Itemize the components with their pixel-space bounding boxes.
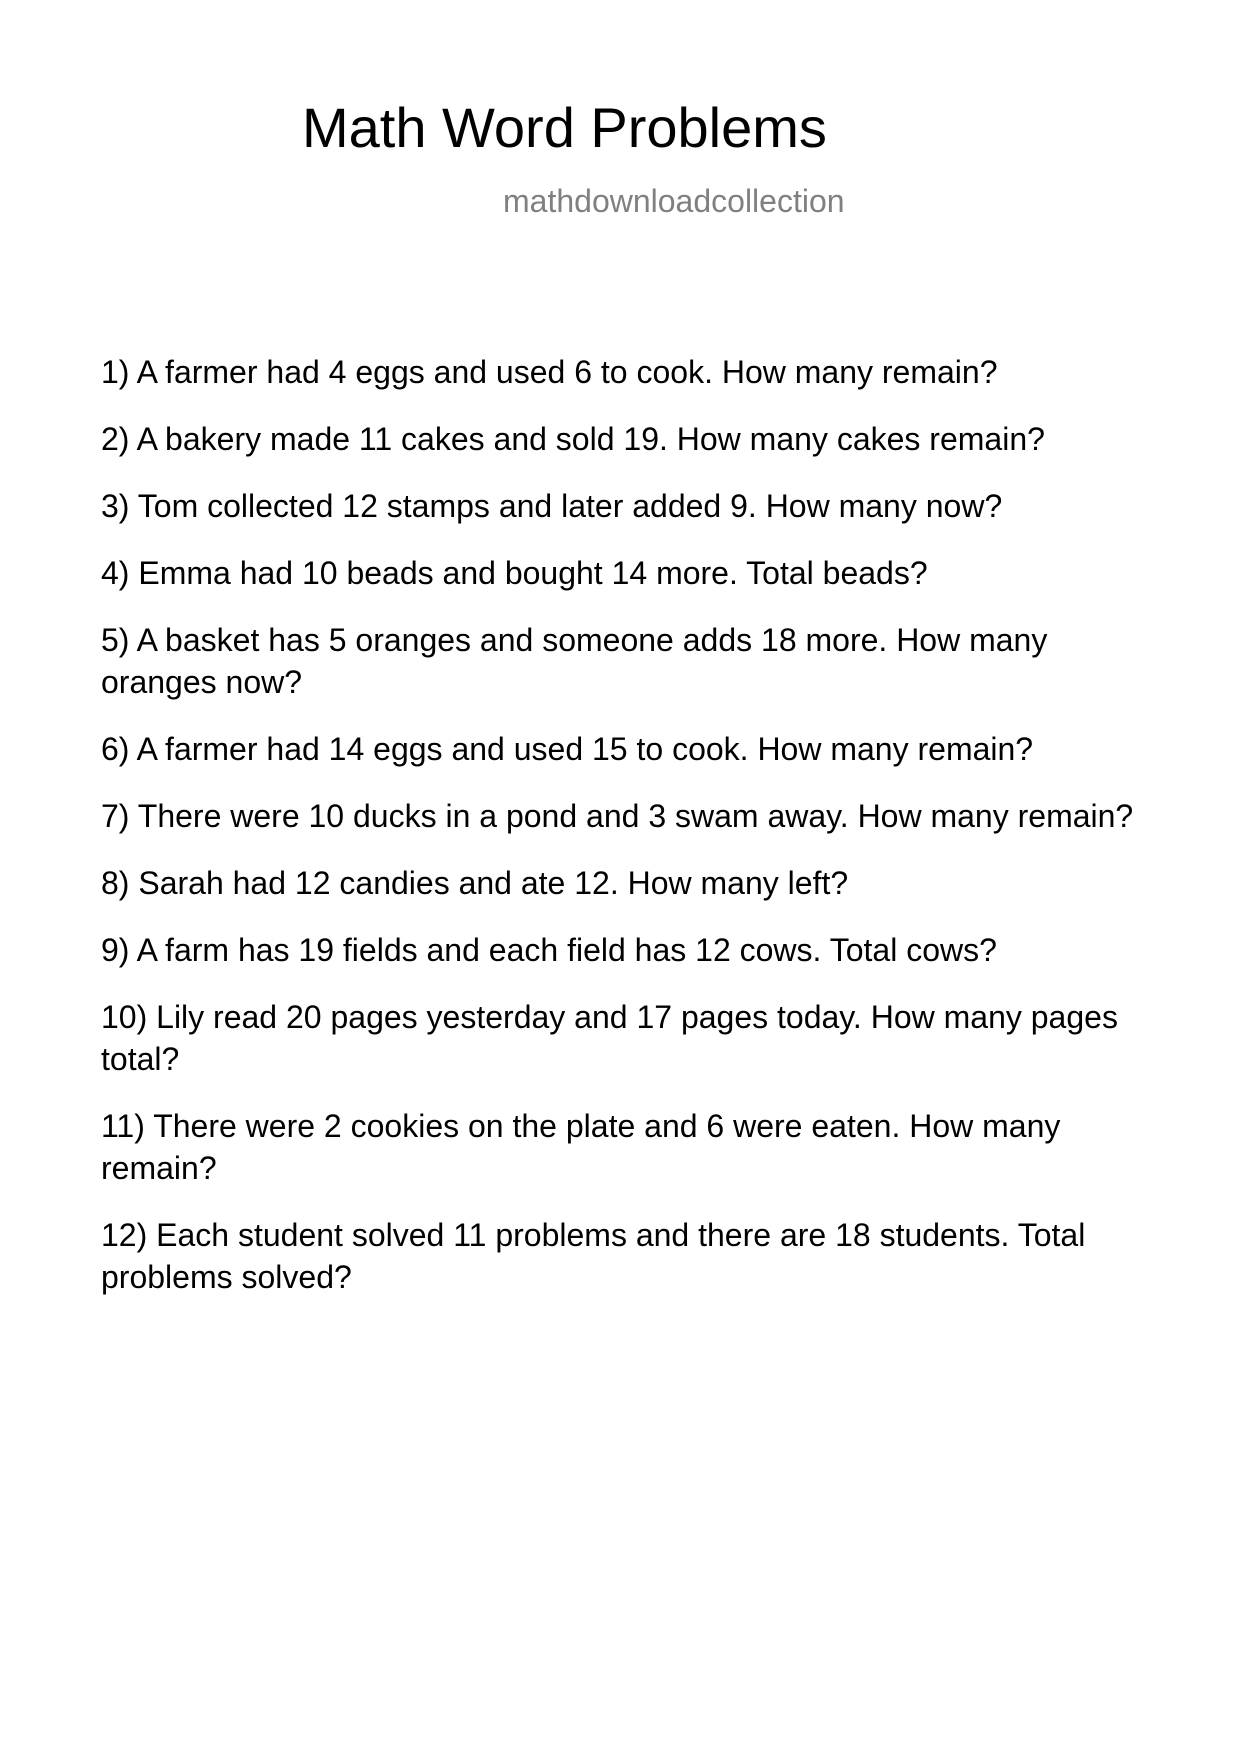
problem-item: 10) Lily read 20 pages yesterday and 17 pages today. How many pages total? xyxy=(101,999,1118,1077)
problem-item: 3) Tom collected 12 stamps and later added 9. How many now? xyxy=(101,488,1003,524)
problem-item: 5) A basket has 5 oranges and someone adds 18 more. How many oranges now? xyxy=(101,622,1048,700)
problem-item: 4) Emma had 10 beads and bought 14 more. Total beads? xyxy=(101,555,928,591)
problem-item: 6) A farmer had 14 eggs and used 15 to cook. How many remain? xyxy=(101,731,1034,767)
problem-list xyxy=(101,351,1161,1323)
problem-item: 12) Each student solved 11 problems and there are 18 students. Total problems solved? xyxy=(101,1217,1086,1295)
page-subtitle: mathdownloadcollection xyxy=(503,183,845,219)
problem-item: 1) A farmer had 4 eggs and used 6 to cook. How many remain? xyxy=(101,354,998,390)
problem-item: 9) A farm has 19 fields and each field has 12 cows. Total cows? xyxy=(101,932,997,968)
problem-item: 7) There were 10 ducks in a pond and 3 swam away. How many remain? xyxy=(101,798,1134,834)
problem-item: 2) A bakery made 11 cakes and sold 19. How many cakes remain? xyxy=(101,421,1045,457)
problem-item: 8) Sarah had 12 candies and ate 12. How many left? xyxy=(101,865,849,901)
page-title: Math Word Problems xyxy=(302,96,827,159)
problem-item: 11) There were 2 cookies on the plate and 6 were eaten. How many remain? xyxy=(101,1108,1061,1186)
